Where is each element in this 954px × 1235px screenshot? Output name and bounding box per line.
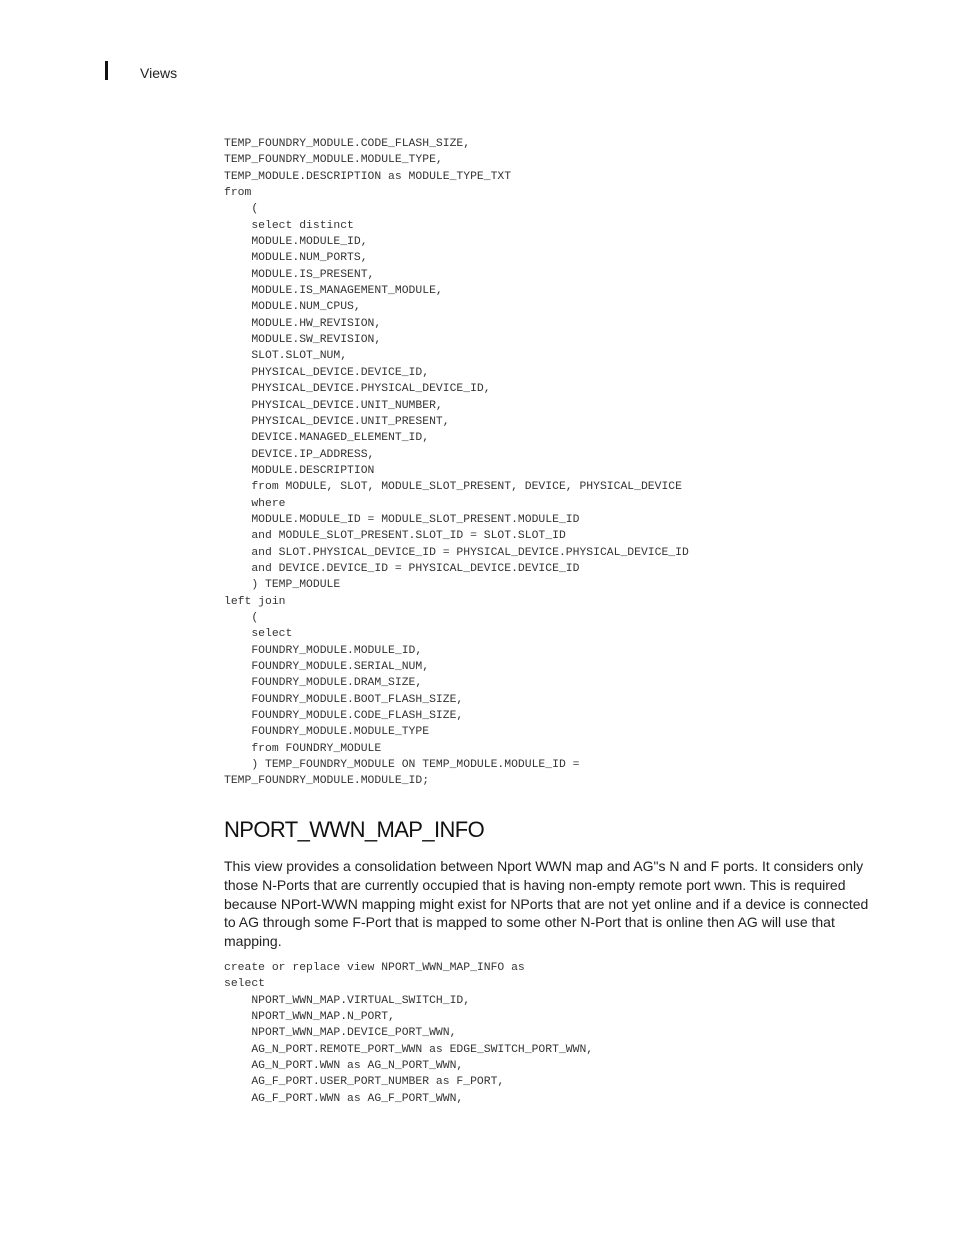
- sql-code-block-nport-view: create or replace view NPORT_WWN_MAP_INFO as select NPORT_WWN_MAP.VIRTUAL_SWITCH_ID, NPORT_WWN_MAP.N_PORT, NPORT_WWN_MAP.DEVICE_PORT_WWN, AG_N_PORT.REMOTE_PORT_WWN as EDGE_SWITCH_PORT_WWN, AG_N_PORT.WWN as AG_N_PORT_WWN, AG_F_PORT.USER_PORT_NUMBER as F_PORT, AG_F_PORT.WWN as AG_F_PORT_WWN,: [224, 962, 594, 1105]
- section-heading: NPORT_WWN_MAP_INFO: [224, 817, 485, 842]
- sql-code-block-module-query: TEMP_FOUNDRY_MODULE.CODE_FLASH_SIZE, TEMP_FOUNDRY_MODULE.MODULE_TYPE, TEMP_MODULE.DESCRIPTION as MODULE_TYPE_TXT from ( select distinct MODULE.MODULE_ID, MODULE.NUM_PORTS, MODULE.IS_PRESENT, MODULE.IS_MANAGEMENT_MODULE, MODULE.NUM_CPUS, MODULE.HW_REVISION, MODULE.SW_REVISION, SLOT.SLOT_NUM, PHYSICAL_DEVICE.DEVICE_ID, PHYSICAL_DEVICE.PHYSICAL_DEVICE_ID, PHYSICAL_DEVICE.UNIT_NUMBER, PHYSICAL_DEVICE.UNIT_PRESENT, DEVICE.MANAGED_ELEMENT_ID, DEVICE.IP_ADDRESS, MODULE.DESCRIPTION from MODULE, SLOT, MODULE_SLOT_PRESENT, DEVICE, PHYSICAL_DEVICE where MODULE.MODULE_ID = MODULE_SLOT_PRESENT.MODULE_ID and MODULE_SLOT_PRESENT.SLOT_ID = SLOT.SLOT_ID and SLOT.PHYSICAL_DEVICE_ID = PHYSICAL_DEVICE.PHYSICAL_DEVICE_ID and DEVICE.DEVICE_ID = PHYSICAL_DEVICE.DEVICE_ID ) TEMP_MODULE left join ( select FOUNDRY_MODULE.MODULE_ID, FOUNDRY_MODULE.SERIAL_NUM, FOUNDRY_MODULE.DRAM_SIZE, FOUNDRY_MODULE.BOOT_FLASH_SIZE, FOUNDRY_MODULE.CODE_FLASH_SIZE, FOUNDRY_MODULE.MODULE_TYPE from FOUNDRY_MODULE ) TEMP_FOUNDRY_MODULE ON TEMP_MODULE.MODULE_ID = TEMP_FOUNDRY_MODULE.MODULE_ID;: [224, 138, 689, 788]
- section-description: This view provides a consolidation between Nport WWN map and AG"s N and F ports. It considers only those N-Ports that are currently occupied that is having non-empty remote port wwn. This is required because NPort-WWN mapping might exist for NPorts that are not yet online and if a device is connected to AG through some F-Port that is mapped to some other N-Port that is online then AG will use that mapping.: [224, 858, 869, 950]
- header-rule-marker: [105, 61, 108, 80]
- running-header: Views: [140, 65, 178, 81]
